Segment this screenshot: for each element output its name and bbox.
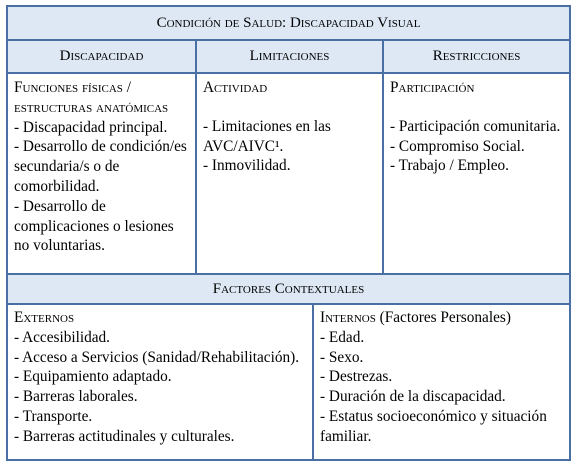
externos-item: - Equipamiento adaptado.	[14, 368, 172, 386]
restricciones-item: - Compromiso Social.	[390, 137, 525, 155]
header-discapacidad: Discapacidad	[8, 41, 197, 72]
header-limitaciones: Limitaciones	[197, 41, 384, 72]
internos-item: - Estatus socioeconómico y situación familiar.	[320, 407, 547, 445]
internos-item: - Duración de la discapacidad.	[320, 388, 506, 406]
internos-heading: Internos	[320, 309, 376, 326]
health-condition-table	[6, 5, 571, 461]
contextual-factors-title: Factores Contextuales	[8, 275, 569, 305]
header-restricciones: Restricciones	[432, 48, 521, 64]
externos-item: - Transporte.	[14, 407, 93, 425]
discapacidad-item: - Desarrollo de condición/es secundaria/s o de comorbilidad.	[14, 138, 187, 195]
table-title: Condición de Salud: Discapacidad Visual	[8, 7, 569, 41]
restricciones-item: - Participación comunitaria.	[390, 117, 561, 135]
externos-item: - Acceso a Servicios (Sanidad/Rehabilitación).	[14, 348, 300, 366]
restricciones-heading: Participación	[390, 79, 475, 96]
limitaciones-item: - Limitaciones en las AVC/AIVC¹.	[203, 117, 331, 155]
limitaciones-cell	[197, 74, 384, 273]
categories-row	[8, 74, 569, 275]
internos-cell	[314, 305, 569, 459]
discapacidad-item: - Desarrollo de complicaciones o lesiones no voluntarias.	[14, 197, 174, 255]
externos-heading: Externos	[14, 309, 75, 326]
discapacidad-heading: Funciones físicas / estructuras anatómicas	[14, 79, 169, 116]
internos-item: - Edad.	[320, 328, 365, 346]
restricciones-item: - Trabajo / Empleo.	[390, 157, 509, 175]
externos-item: - Accesibilidad.	[14, 328, 111, 346]
discapacidad-cell	[8, 74, 197, 273]
internos-item: - Sexo.	[320, 348, 364, 366]
limitaciones-heading: Actividad	[203, 79, 268, 96]
externos-item: - Barreras laborales.	[14, 388, 138, 406]
internos-heading-suffix: (Factores Personales)	[375, 309, 511, 326]
contextual-factors-row	[8, 305, 569, 459]
column-header-row	[8, 41, 569, 74]
limitaciones-item: - Inmovilidad.	[203, 157, 291, 175]
restricciones-cell	[384, 74, 569, 273]
internos-heading-line	[320, 308, 563, 328]
externos-cell	[8, 305, 314, 459]
externos-item: - Barreras actitudinales y culturales.	[14, 427, 235, 445]
discapacidad-item: - Discapacidad principal.	[14, 118, 168, 136]
internos-item: - Destrezas.	[320, 368, 393, 386]
